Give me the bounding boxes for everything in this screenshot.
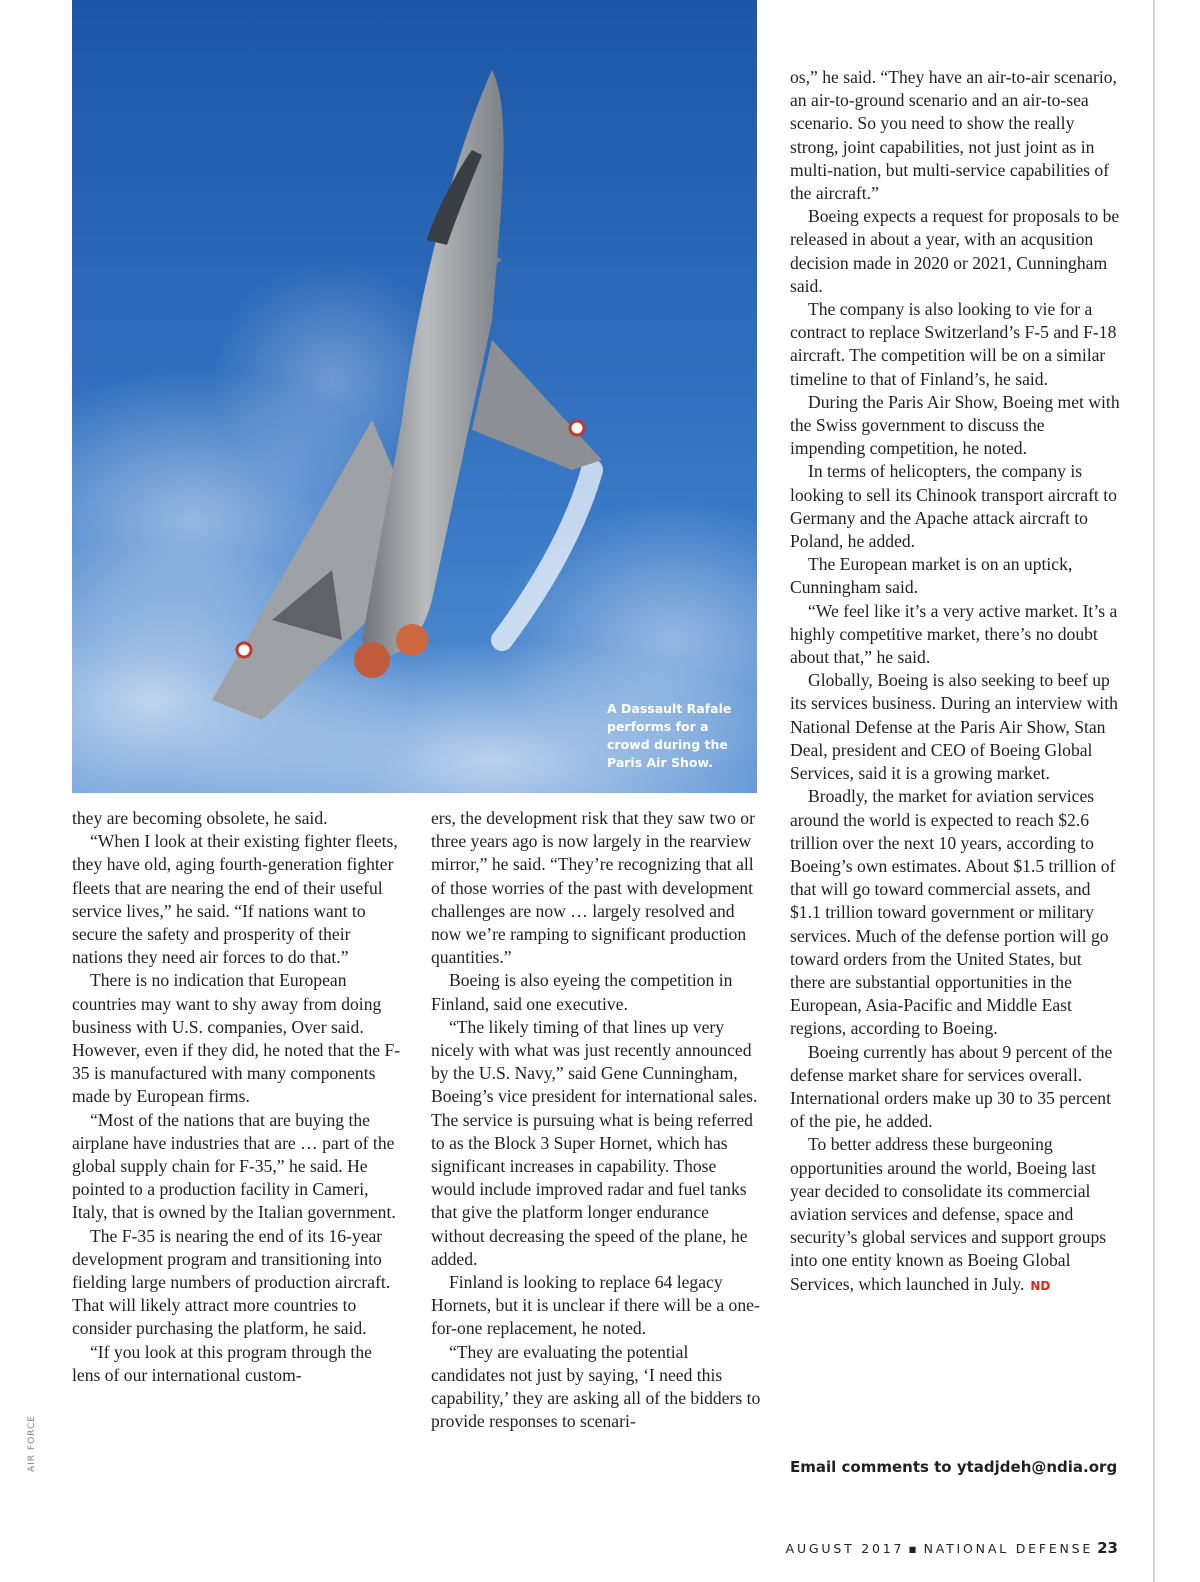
end-mark: ND bbox=[1030, 1278, 1051, 1293]
section-label: AIR FORCE bbox=[27, 1415, 37, 1472]
paragraph: “When I look at their existing fighter fleets, they have old, aging fourth-generation fighter fleets that are nearing the end of their useful service lives,” he said. “If nations want to secure the safety and prosperity of their nations they need air forces to do that.” bbox=[72, 831, 398, 968]
paragraph: Globally, Boeing is also seeking to beef up its services business. During an interview with National Defense at the Paris Air Show, Stan Deal, president and CEO of Boeing Global Services, said it is a growing market. bbox=[790, 670, 1118, 784]
email-comments-line[interactable]: Email comments to ytadjdeh@ndia.org bbox=[790, 1458, 1118, 1476]
paragraph: “The likely timing of that lines up very nicely with what was just recently announced by the U.S. Navy,” said Gene Cunningham, Boeing’s vice president for international sales. The service is pursuing what is being referred to as the Block 3 Super Hornet, which has significant increases in capability. Those would include improved radar and fuel tanks that give the platform longer endurance without decreasing the speed of the plane, he added. bbox=[431, 1016, 758, 1269]
page-edge-rule bbox=[1153, 0, 1155, 1582]
issue-date: AUGUST 2017 bbox=[785, 1541, 905, 1556]
rafale-photo bbox=[72, 0, 757, 793]
footer-separator: ▪ bbox=[908, 1541, 920, 1556]
paragraph: The European market is on an uptick, Cunningham said. bbox=[790, 554, 1073, 598]
magazine-name: NATIONAL DEFENSE bbox=[923, 1541, 1094, 1556]
text-column-1 bbox=[72, 807, 402, 1387]
roundel bbox=[570, 421, 584, 435]
paragraph: “We feel like it’s a very active market. It’s a highly competitive market, there’s no doubt about that,” he said. bbox=[790, 600, 1118, 668]
paragraph: During the Paris Air Show, Boeing met with the Swiss government to discuss the impending competition, he noted. bbox=[790, 391, 1120, 459]
paragraph: “If you look at this program through the lens of our international custom- bbox=[72, 1341, 372, 1385]
paragraph: ers, the development risk that they saw two or three years ago is now largely in the rearview mirror,” he said. “They’re recognizing that all of those worries of the past with development challenges are now … largely resolved and now we’re ramping to significant production quantities.” bbox=[431, 808, 755, 968]
paragraph: The company is also looking to vie for a contract to replace Switzerland’s F-5 and F-18 aircraft. The competition will be on a similar timeline to that of Finland’s, he said. bbox=[790, 299, 1117, 389]
photo-caption: A Dassault Rafale performs for a crowd during the Paris Air Show. bbox=[607, 701, 732, 770]
engine-nozzle bbox=[354, 642, 390, 678]
paragraph: The F-35 is nearing the end of its 16-year development program and transitioning into fielding large numbers of production aircraft. That will likely attract more countries to consider purchasing the platform, he said. bbox=[72, 1225, 391, 1339]
final-paragraph bbox=[790, 1133, 1120, 1297]
paragraph: Finland is looking to replace 64 legacy Hornets, but it is unclear if there will be a one-for-one replacement, he noted. bbox=[431, 1272, 760, 1339]
right-wing bbox=[472, 340, 602, 470]
paragraph: There is no indication that European countries may want to shy away from doing business with U.S. companies, Over said. However, even if they did, he noted that the F-35 is manufactured with many components made by European firms. bbox=[72, 970, 401, 1107]
page-footer bbox=[786, 1539, 1118, 1557]
paragraph: Boeing currently has about 9 percent of the defense market share for services overall. International orders make up 30 to 35 percent of the pie, he added. bbox=[790, 1041, 1113, 1132]
jet-illustration bbox=[72, 0, 757, 793]
paragraph: “They are evaluating the potential candidates not just by saying, ‘I need this capability,’ they are asking all of the bidders to provide responses to scenari- bbox=[431, 1341, 761, 1432]
paragraph: “Most of the nations that are buying the airplane have industries that are … part of the global supply chain for F-35,” he said. He pointed to a production facility in Cameri, Italy, that is owned by the Italian government. bbox=[72, 1109, 396, 1223]
roundel bbox=[237, 643, 251, 657]
paragraph: os,” he said. “They have an air-to-air scenario, an air-to-ground scenario and an air-to-sea scenario. So you need to show the really strong, joint capabilities, not just joint as in multi-nation, but multi-service capabilities of the aircraft.” bbox=[790, 67, 1117, 204]
page-number: 23 bbox=[1097, 1539, 1118, 1557]
paragraph: Boeing expects a request for proposals to be released in about a year, with an acqusition decision made in 2020 or 2021, Cunningham said. bbox=[790, 206, 1120, 296]
paragraph: In terms of helicopters, the company is looking to sell its Chinook transport aircraft to Germany and the Apache attack aircraft to Poland, he added. bbox=[790, 461, 1117, 552]
engine-nozzle bbox=[396, 624, 428, 656]
text-column-2 bbox=[431, 807, 761, 1433]
paragraph: Broadly, the market for aviation services around the world is expected to reach $2.6 trillion over the next 10 years, according to Boeing’s own estimates. About $1.5 trillion of that will go toward commercial assets, and $1.1 trillion toward government or military services. Much of the defense portion will go toward orders from the United States, but there are substantial opportunities in the European, Asia-Pacific and Middle East regions, according to Boeing. bbox=[790, 786, 1116, 1039]
paragraph: Boeing is also eyeing the competition in Finland, said one executive. bbox=[431, 970, 733, 1014]
paragraph-text: To better address these burgeoning opportunities around the world, Boeing last year decided to consolidate its commercial aviation services and defense, space and security’s global services and support groups into one entity known as Boeing Global Services, which launched in July. bbox=[790, 1134, 1107, 1294]
text-column-3 bbox=[790, 66, 1120, 1298]
paragraph: they are becoming obsolete, he said. bbox=[72, 808, 328, 828]
